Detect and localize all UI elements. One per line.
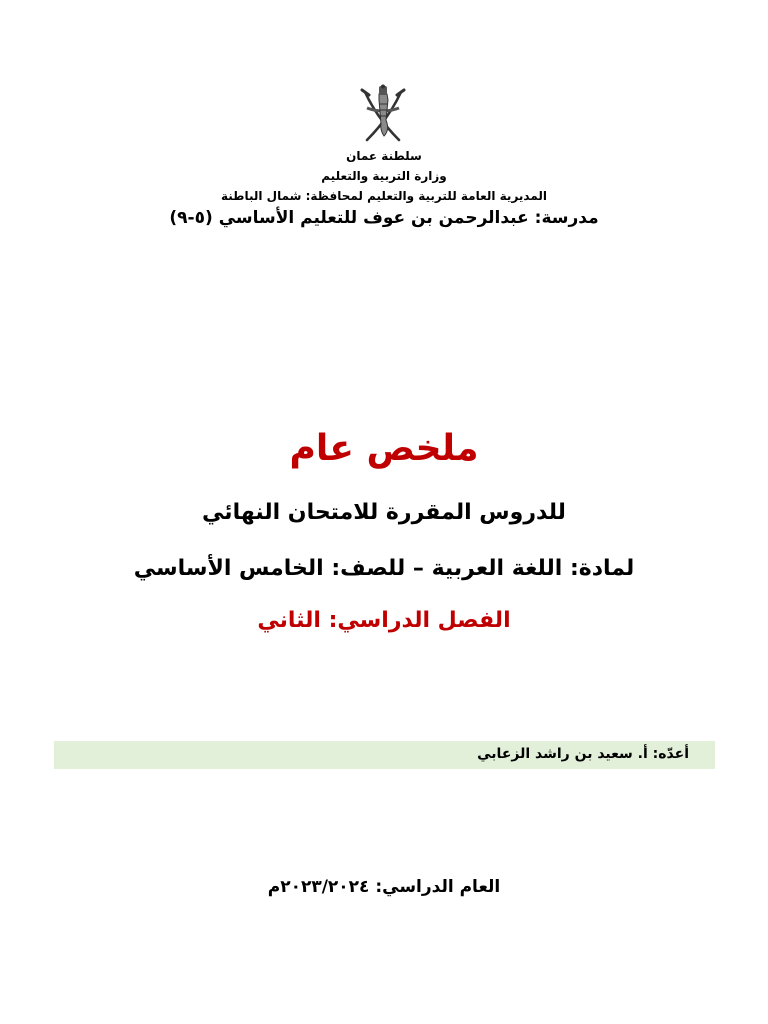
subtitle: للدروس المقررة للامتحان النهائي: [202, 500, 566, 525]
academic-year: العام الدراسي: ٢٠٢٣/٢٠٢٤م: [267, 877, 501, 897]
ministry-name: وزارة التربية والتعليم: [321, 169, 447, 183]
subject-line: لمادة: اللغة العربية – للصف: الخامس الأساسي: [133, 556, 635, 581]
directorate-name: المديرية العامة للتربية والتعليم لمحافظة: شمال الباطنة: [220, 189, 548, 203]
oman-national-emblem-icon: [355, 84, 411, 146]
page-title: ملخص عام: [289, 428, 479, 469]
author-bar: [54, 741, 715, 769]
school-name: مدرسة: عبدالرحمن بن عوف للتعليم الأساسي (٥-٩): [169, 208, 599, 228]
country-name: سلطنة عمان: [346, 149, 422, 163]
semester-line: الفصل الدراسي: الثاني: [257, 608, 511, 633]
author-name: أعدّه: أ. سعيد بن راشد الزعابي: [477, 746, 689, 762]
